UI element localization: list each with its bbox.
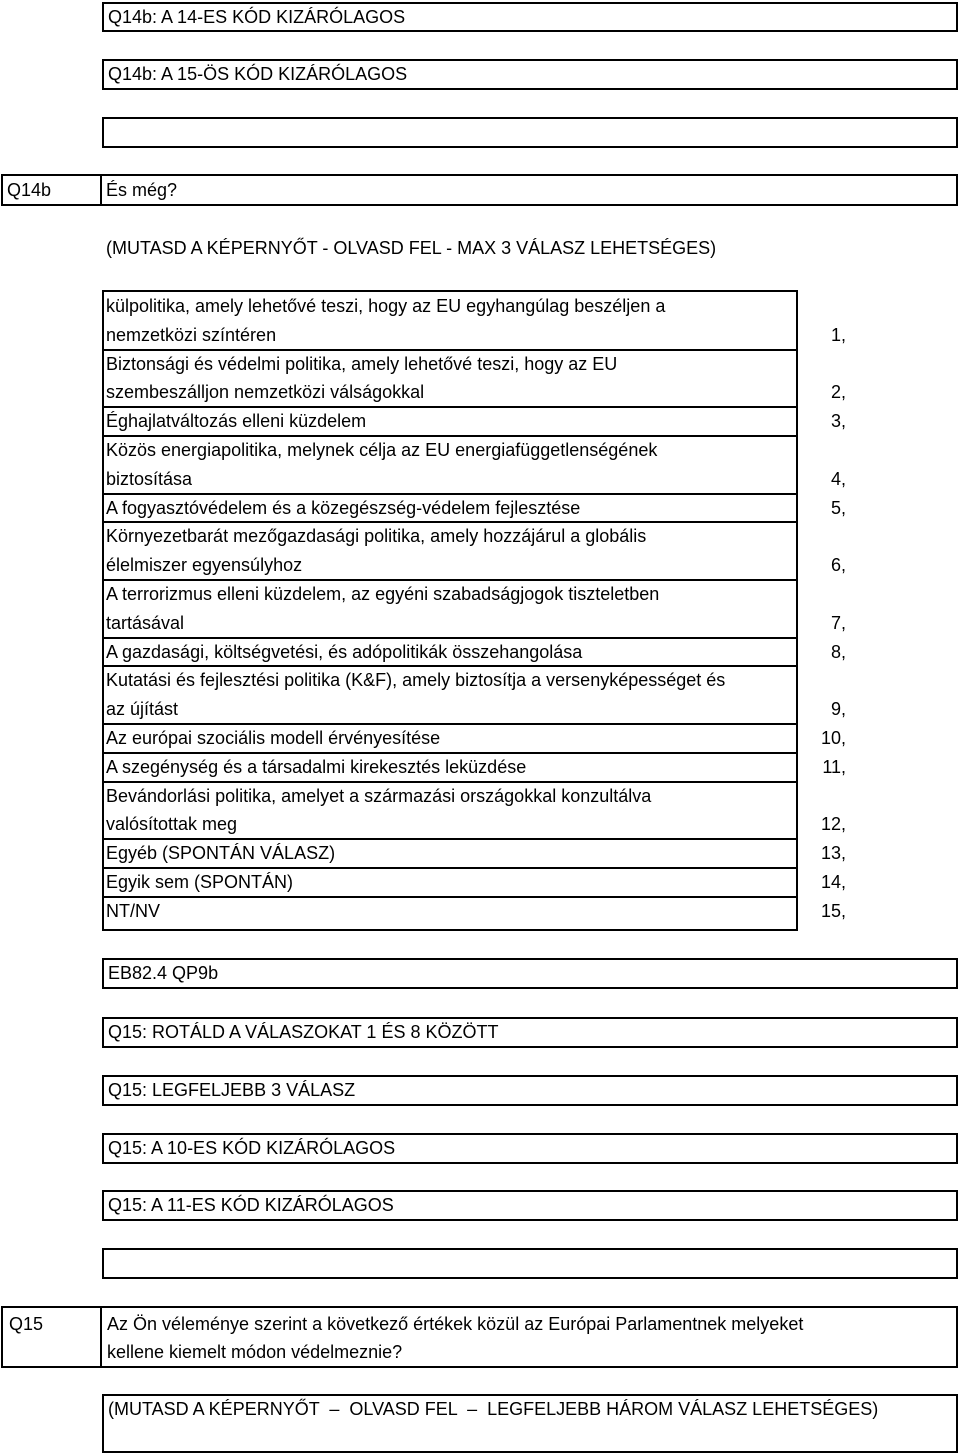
option-divider	[102, 752, 798, 754]
option-label-line1: NT/NV	[106, 900, 160, 921]
option-divider	[102, 349, 798, 351]
source-ref: EB82.4 QP9b	[108, 963, 219, 983]
option-code: 12,	[820, 814, 846, 835]
option-divider	[102, 406, 798, 408]
option-label-line2: az újítást	[106, 699, 179, 720]
option-code: 6,	[830, 555, 846, 576]
option-divider	[102, 637, 798, 639]
empty-instruction-box	[102, 1248, 958, 1279]
option-label-line1: Éghajlatváltozás elleni küzdelem	[106, 411, 367, 432]
option-code: 1,	[830, 324, 846, 345]
option-label-line2: tartásával	[106, 612, 185, 633]
option-label-line1: Egyik sem (SPONTÁN)	[106, 872, 294, 892]
option-label-line2: nemzetközi színtéren	[106, 324, 277, 345]
option-divider	[102, 665, 798, 667]
option-label-line2: élelmiszer egyensúlyhoz	[106, 555, 303, 576]
option-label-line2: valósítottak meg	[106, 814, 238, 835]
question-text-box	[100, 174, 958, 206]
option-divider	[102, 521, 798, 523]
option-label-line1: Bevándorlási politika, amelyet a származási országokkal konzultálva	[106, 785, 652, 806]
q15-instruction-rotate	[102, 1017, 958, 1048]
option-code: 2,	[830, 382, 846, 403]
question-text-line2: kellene kiemelt módon védelmeznie?	[107, 1342, 403, 1362]
option-label-line2: szembeszálljon nemzetközi válságokkal	[106, 382, 425, 403]
option-code: 9,	[830, 699, 846, 720]
instruction-text: Q14b: A 15-ÖS KÓD KIZÁRÓLAGOS	[108, 64, 408, 84]
option-label-line1: Környezetbarát mezőgazdasági politika, amely hozzájárul a globális	[106, 526, 647, 547]
option-code: 7,	[830, 612, 846, 633]
option-code: 13,	[820, 843, 846, 864]
instruction-text: (MUTASD A KÉPERNYŐT – OLVASD FEL – LEGFELJEBB HÁROM VÁLASZ LEHETSÉGES)	[108, 1399, 879, 1419]
source-ref-box	[102, 958, 958, 989]
option-label-line1: Közös energiapolitika, melynek célja az EU energiafüggetlenségének	[106, 440, 658, 460]
option-label-line1: Egyéb (SPONTÁN VÁLASZ)	[106, 843, 336, 864]
option-code: 8,	[830, 641, 846, 662]
q15-instruction-max	[102, 1075, 958, 1106]
question-code-box	[1, 1306, 102, 1368]
option-label-line1: A szegénység és a társadalmi kirekesztés leküzdése	[106, 756, 527, 777]
question-code: Q14b	[7, 179, 52, 200]
option-label-line2: biztosítása	[106, 468, 193, 489]
instruction-text: Q15: A 11-ES KÓD KIZÁRÓLAGOS	[108, 1195, 394, 1215]
option-divider	[102, 838, 798, 840]
instruction-text: Q14b: A 14-ES KÓD KIZÁRÓLAGOS	[108, 6, 406, 27]
instruction-box-q14b-15	[102, 59, 958, 90]
question-text-box	[100, 1306, 958, 1368]
option-code: 11,	[822, 756, 846, 777]
q14b-instruction: (MUTASD A KÉPERNYŐT - OLVASD FEL - MAX 3 VÁLASZ LEHETSÉGES)	[106, 238, 717, 258]
instruction-box-q14b-14	[102, 2, 958, 32]
q15-instruction-code11	[102, 1190, 958, 1221]
option-code: 14,	[820, 872, 846, 892]
option-label-line1: Biztonsági és védelmi politika, amely lehetővé teszi, hogy az EU	[106, 353, 618, 374]
option-divider	[102, 723, 798, 725]
option-divider	[102, 896, 798, 898]
option-label-line1: Kutatási és fejlesztési politika (K&F), amely biztosítja a versenyképességet és	[106, 670, 726, 691]
instruction-text: Q15: ROTÁLD A VÁLASZOKAT 1 ÉS 8 KÖZÖTT	[108, 1022, 499, 1042]
option-code: 15,	[820, 900, 846, 921]
q15-instruction-code10	[102, 1133, 958, 1164]
question-code: Q15	[9, 1314, 44, 1334]
option-divider	[102, 781, 798, 783]
option-divider	[102, 579, 798, 581]
option-divider	[102, 867, 798, 869]
option-label-line1: A gazdasági, költségvetési, és adópolitikák összehangolása	[106, 641, 583, 662]
option-label-line1: Az európai szociális modell érvényesítése	[106, 728, 441, 748]
option-divider	[102, 493, 798, 495]
question-code-box	[1, 174, 102, 206]
option-code: 3,	[830, 411, 846, 432]
question-text: És még?	[106, 179, 178, 200]
question-text-line1: Az Ön véleménye szerint a következő értékek közül az Európai Parlamentnek melyeket	[107, 1314, 804, 1334]
q15-instruction	[102, 1394, 958, 1453]
instruction-text: Q15: A 10-ES KÓD KIZÁRÓLAGOS	[108, 1138, 396, 1158]
option-code: 5,	[830, 497, 846, 518]
option-label-line1: külpolitika, amely lehetővé teszi, hogy az EU egyhangúlag beszéljen a	[106, 296, 666, 316]
instruction-text: Q15: LEGFELJEBB 3 VÁLASZ	[108, 1080, 356, 1100]
option-code: 4,	[830, 468, 846, 489]
empty-instruction-box	[102, 117, 958, 148]
option-divider	[102, 435, 798, 437]
option-label-line1: A terrorizmus elleni küzdelem, az egyéni szabadságjogok tiszteletben	[106, 584, 660, 604]
option-code: 10,	[820, 728, 846, 748]
option-label-line1: A fogyasztóvédelem és a közegészség-védelem fejlesztése	[106, 497, 581, 518]
